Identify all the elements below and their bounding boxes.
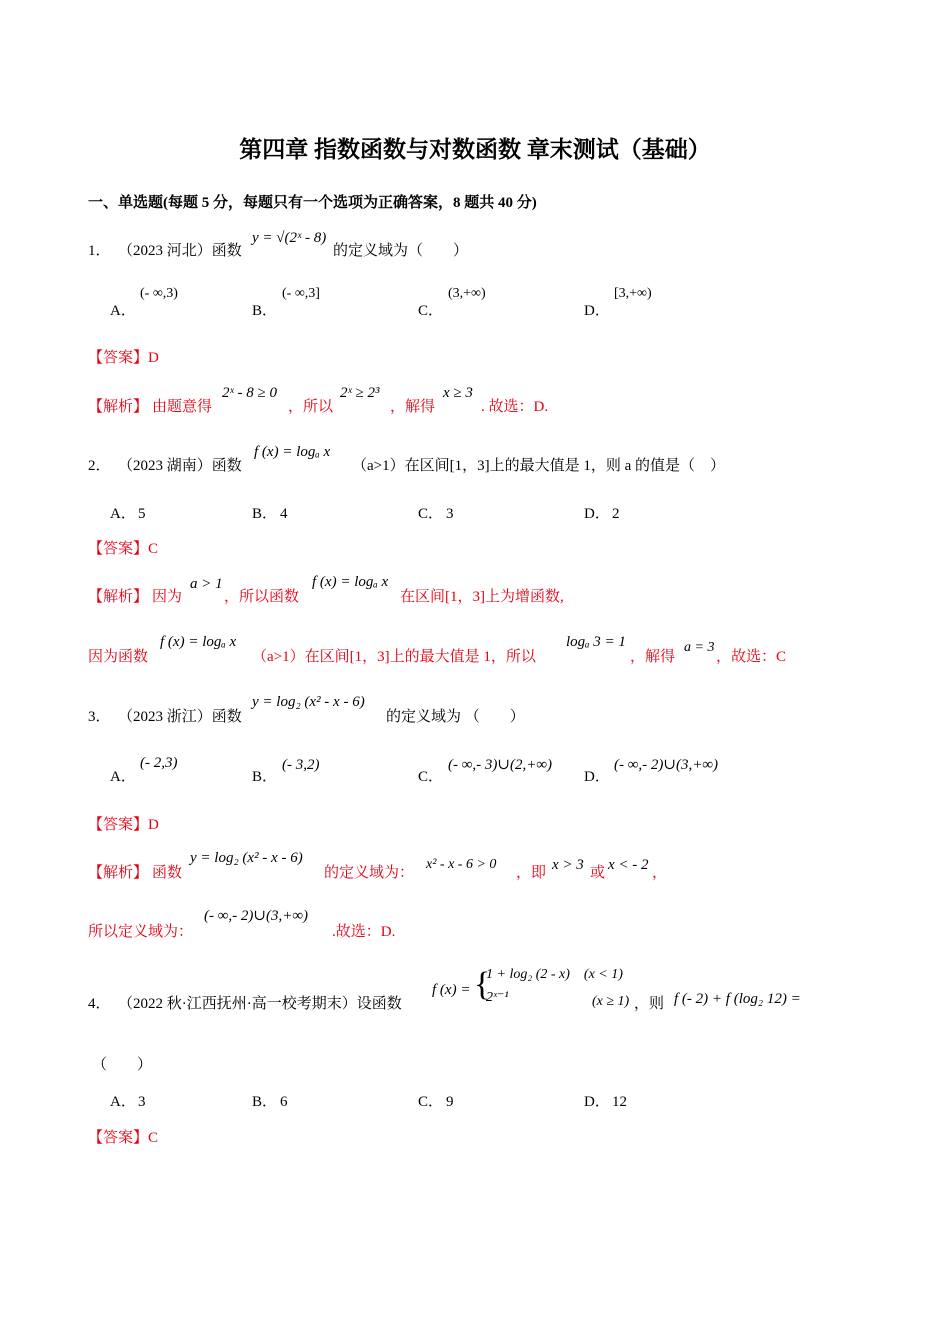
option-a-letter: A． xyxy=(110,1094,136,1110)
option-a-letter: A． xyxy=(110,303,136,319)
analysis-formula: f (x) = logₐ x xyxy=(160,634,237,650)
question-number: 2． xyxy=(88,458,111,474)
function-formula: y = √(2ˣ - 8) xyxy=(252,230,327,246)
option-d-math: (- ∞,- 2)∪(3,+∞) xyxy=(614,757,719,773)
option-d-letter: D． xyxy=(584,769,610,785)
answer-label: 【答案】 xyxy=(88,350,149,366)
analysis-formula: (- ∞,- 2)∪(3,+∞) xyxy=(204,908,309,924)
analysis-formula: a = 3 xyxy=(684,640,715,655)
analysis-formula: 2ˣ - 8 ≥ 0 xyxy=(222,385,277,401)
answer-value: C xyxy=(148,541,159,557)
option-c-math: (3,+∞) xyxy=(448,286,486,301)
analysis-text: 所以定义域为： xyxy=(88,924,194,940)
analysis-text: ，所以函数 xyxy=(224,589,300,605)
analysis-text: 的定义域为： xyxy=(324,865,415,881)
analysis-formula: x² - x - 6 > 0 xyxy=(426,857,497,872)
option-c-letter: C． xyxy=(418,769,444,785)
option-a-math: (- 2,3) xyxy=(140,755,178,771)
question-source: （2022 秋·江西抚州·高一校考期末）设函数 xyxy=(118,996,402,1012)
analysis-label: 【解析】 xyxy=(88,865,149,881)
piecewise-case-1: 1 + log₂ (2 - x) (x < 1) xyxy=(486,967,623,982)
question-number: 4． xyxy=(88,996,111,1012)
answer-value: D xyxy=(148,817,159,833)
analysis-text: ，即 xyxy=(516,865,547,881)
section-header: 一、单选题(每题 5 分，每题只有一个选项为正确答案，8 题共 40 分) xyxy=(88,195,537,211)
option-b-letter: B． xyxy=(252,303,278,319)
analysis-label: 【解析】 xyxy=(88,589,149,605)
option-c-math: 9 xyxy=(446,1094,454,1110)
piecewise-case-2: 2ˣ⁻¹ xyxy=(486,990,509,1005)
analysis-text: ，解得 xyxy=(390,399,436,415)
question-source: （2023 湖南）函数 xyxy=(118,458,242,474)
option-d-math: 2 xyxy=(612,506,620,522)
question-number: 3． xyxy=(88,709,111,725)
option-b-letter: B． xyxy=(252,769,278,785)
answer-label: 【答案】 xyxy=(88,541,149,557)
option-c-letter: C． xyxy=(418,1094,444,1110)
analysis-formula: x ≥ 3 xyxy=(443,385,473,401)
option-b-math: 6 xyxy=(280,1094,288,1110)
analysis-text: 因为函数 xyxy=(88,649,149,665)
option-b-letter: B． xyxy=(252,506,278,522)
question-source: （2023 浙江）函数 xyxy=(118,709,242,725)
function-formula: y = log₂ (x² - x - 6) xyxy=(252,694,365,710)
analysis-formula: logₐ 3 = 1 xyxy=(566,634,626,650)
answer-paren: （ ） xyxy=(92,1057,153,1073)
question-source: （2023 河北）函数 xyxy=(118,243,242,259)
option-b-math: (- 3,2) xyxy=(282,757,320,773)
option-c-math: (- ∞,- 3)∪(2,+∞) xyxy=(448,757,553,773)
analysis-text: ，解得 xyxy=(630,649,676,665)
answer-label: 【答案】 xyxy=(88,817,149,833)
analysis-text: ，故选：C xyxy=(716,649,787,665)
answer-label: 【答案】 xyxy=(88,1130,149,1146)
analysis-formula: a > 1 xyxy=(190,576,223,592)
analysis-formula: 2ˣ ≥ 2³ xyxy=(340,385,380,401)
analysis-formula: y = log₂ (x² - x - 6) xyxy=(190,850,303,866)
option-b-math: 4 xyxy=(280,506,288,522)
analysis-text: 由题意得 xyxy=(152,399,213,415)
analysis-text: 因为 xyxy=(152,589,183,605)
answer-line xyxy=(88,349,159,367)
answer-line xyxy=(88,1129,158,1147)
question-number: 1． xyxy=(88,243,111,259)
option-d-letter: D． xyxy=(584,1094,610,1110)
analysis-formula: x > 3 xyxy=(552,857,584,873)
question-text: ，则 xyxy=(634,996,665,1012)
analysis-text: . 故选：D. xyxy=(481,399,549,415)
analysis-text: 在区间[1，3]上为增函数, xyxy=(400,589,564,605)
analysis-text: 或 xyxy=(590,865,606,881)
option-a-math: (- ∞,3) xyxy=(140,286,178,301)
option-b-letter: B． xyxy=(252,1094,278,1110)
option-d-math: 12 xyxy=(612,1094,627,1110)
piecewise-brace: { xyxy=(474,966,491,1003)
analysis-text: 函数 xyxy=(152,865,183,881)
option-c-math: 3 xyxy=(446,506,454,522)
option-d-letter: D． xyxy=(584,506,610,522)
option-d-math: [3,+∞) xyxy=(614,286,652,301)
question-tail: 的定义域为 （ ） xyxy=(386,709,525,725)
answer-value: D xyxy=(148,350,159,366)
page-title: 第四章 指数函数与对数函数 章末测试（基础） xyxy=(239,137,711,162)
question-tail: （a>1）在区间[1，3]上的最大值是 1，则 a 的值是（ ） xyxy=(352,458,726,474)
option-a-letter: A． xyxy=(110,506,136,522)
analysis-formula: f (x) = logₐ x xyxy=(312,574,389,590)
analysis-text: .故选：D. xyxy=(332,924,396,940)
option-c-letter: C． xyxy=(418,506,444,522)
option-a-math: 5 xyxy=(138,506,146,522)
answer-line xyxy=(88,816,159,834)
function-lhs: f (x) = xyxy=(432,982,471,998)
answer-value: C xyxy=(148,1130,159,1146)
option-d-letter: D． xyxy=(584,303,610,319)
option-a-letter: A． xyxy=(110,769,136,785)
option-b-math: (- ∞,3] xyxy=(282,286,320,301)
option-a-math: 3 xyxy=(138,1094,146,1110)
analysis-text: ，所以 xyxy=(288,399,334,415)
answer-line xyxy=(88,540,158,558)
analysis-formula: x < - 2 xyxy=(608,857,649,873)
analysis-label: 【解析】 xyxy=(88,399,149,415)
question-tail: 的定义域为（ ） xyxy=(333,243,469,259)
question-expression: f (- 2) + f (log₂ 12) = xyxy=(674,991,801,1007)
analysis-text: ， xyxy=(652,865,668,881)
function-formula: f (x) = logₐ x xyxy=(254,444,331,460)
analysis-text: （a>1）在区间[1，3]上的最大值是 1，所以 xyxy=(252,649,536,665)
piecewise-condition-2: (x ≥ 1) xyxy=(592,994,630,1009)
option-c-letter: C． xyxy=(418,303,444,319)
